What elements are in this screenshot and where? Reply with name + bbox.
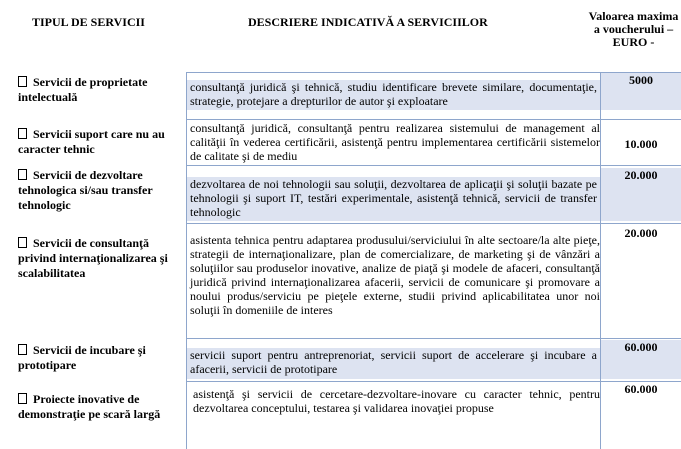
service-type-cell: Servicii de dezvoltare tehnologica si/sau transfer tehnologic: [18, 168, 153, 212]
column-divider: [600, 72, 601, 449]
service-description-cell: consultanţă juridică, consultanţă pentru realizarea sistemului de management al calităţii în vederea certificării, asistenţă pentru implementarea certificării sistemelor de calitate şi de mediu: [190, 121, 600, 163]
service-description-cell: asistenta tehnica pentru adaptarea produsului/serviciului în alte sectoare/la alte pieţe, strategii de internaţionalizare, plan de comercializare, de marketing şi de vânzări a soluţiilor sau produselor inovative, analize de piaţă şi modele de afaceri, consultanţă juridică privind internaţionalizarea afacerii, servicii de comunicare şi promovare a noului produs/serviciu pe pieţele externe, studii privind aplicabilitatea unor noi soluţii în domeniile de interes: [190, 233, 600, 317]
column-header-value: Valoarea maxima a voucherului – EURO -: [588, 9, 679, 49]
row-divider: [186, 381, 681, 382]
checkbox-icon: [18, 237, 27, 248]
checkbox-icon: [18, 344, 27, 355]
checkbox-icon: [18, 128, 27, 139]
service-description-cell: consultanţă juridică şi tehnică, studiu identificare brevete similare, documentaţie, strategie, protejare a drepturilor de autor şi exploatare: [186, 80, 600, 110]
service-description-cell: servicii suport pentru antreprenoriat, servicii suport de accelerare şi incubare a afacerii, servicii de prototipare: [186, 348, 600, 379]
checkbox-icon: [18, 76, 27, 87]
row-divider: [186, 119, 681, 120]
column-header-description: DESCRIERE INDICATIVĂ A SERVICIILOR: [248, 15, 488, 29]
checkbox-icon: [18, 393, 27, 404]
service-description-cell: asistenţă şi servicii de cercetare-dezvoltare-inovare cu caracter tehnic, pentru dezvoltarea conceptului, testarea şi validarea inovaţiei propuse: [193, 387, 600, 415]
service-value-cell: 20.000: [601, 168, 681, 221]
row-divider: [186, 338, 681, 339]
column-header-type: TIPUL DE SERVICII: [32, 15, 145, 29]
service-value-cell: 20.000: [624, 226, 658, 240]
service-type-cell: Servicii de incubare şi prototipare: [18, 343, 146, 372]
service-value-cell: 60.000: [601, 340, 681, 379]
checkbox-icon: [18, 169, 27, 180]
row-divider: [186, 223, 681, 224]
column-divider: [186, 72, 187, 449]
service-type-cell: Servicii suport care nu au caracter tehnic: [18, 127, 165, 156]
service-value-cell: 5000: [601, 73, 681, 110]
service-type-cell: Servicii de proprietate intelectuală: [18, 75, 148, 104]
row-divider: [186, 165, 681, 166]
service-description-cell: dezvoltarea de noi tehnologii sau soluţii, dezvoltarea de aplicaţii şi soluţii bazate pe tehnologii şi suport IT, testări experimentale, asistenţă tehnică, servicii de transfer tehnologic: [186, 177, 600, 221]
service-type-cell: Servicii de consultanţă privind internaţionalizarea şi scalabilitatea: [18, 236, 168, 280]
service-value-cell: 60.000: [624, 382, 658, 396]
service-type-cell: Proiecte inovative de demonstraţie pe scară largă: [18, 392, 161, 421]
service-value-cell: 10.000: [624, 137, 658, 151]
